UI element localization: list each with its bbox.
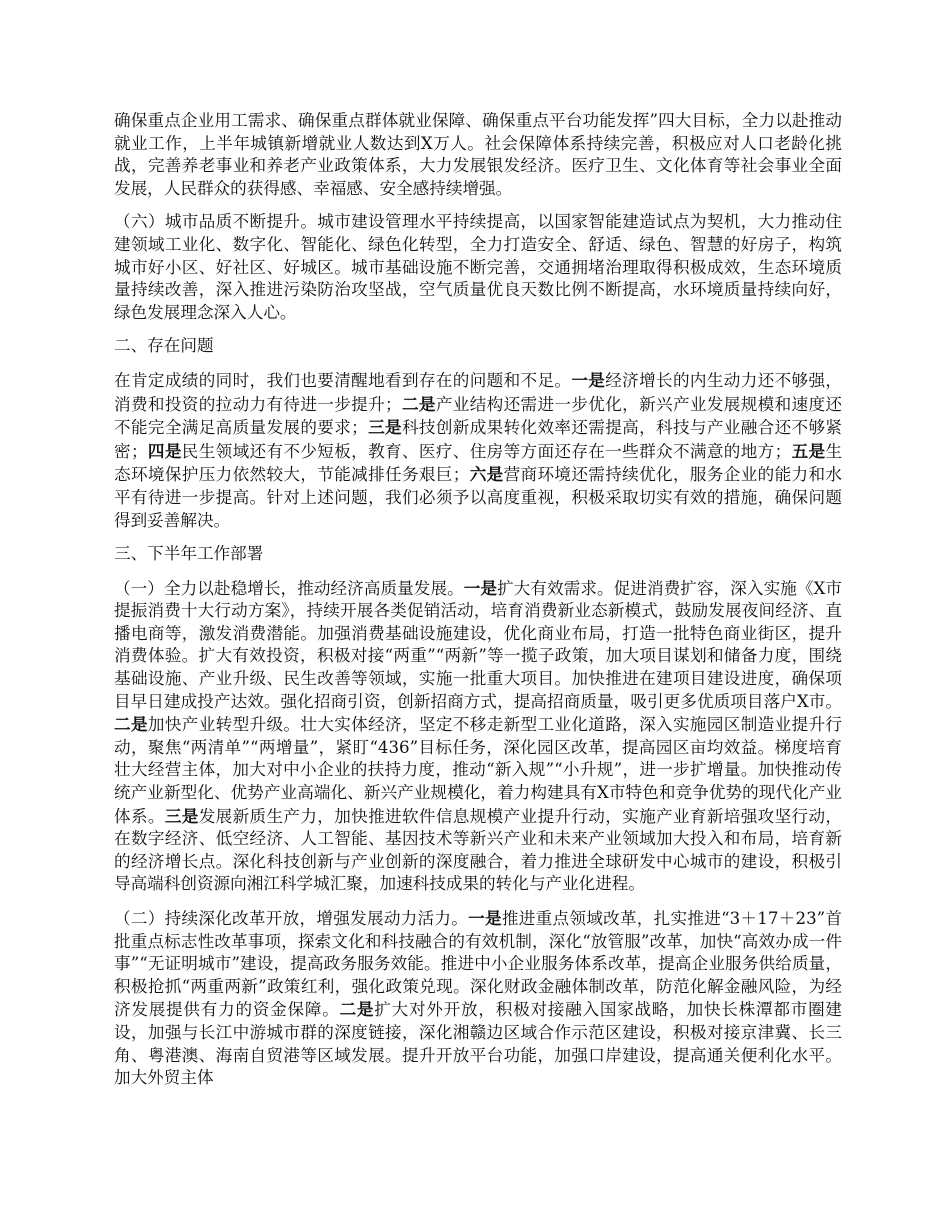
section-heading-problems: 二、存在问题: [114, 336, 214, 356]
paragraph-reform-opening: （二）持续深化改革开放，增强发展动力活力。一是推进重点领域改革，扎实推进“3＋17＋23”首批重点标志性改革事项，探索文化和科技融合的有效机制，深化“放管服”改革，加快“高效办成一件事”“无证明城市”建设，提高政务服务效能。推进中小企业服务体系改革，提高企业服务供给质量，积极抢抓“两重两新”政策红利，强化政策兑现。深化财政金融体制改革，防范化解金融风险，为经济发展提供有力的资金保障。二是扩大对外开放，积极对接融入国家战略，加快长株潭都市圈建设，加强与长江中游城市群的深度链接，深化湘赣边区域合作示范区建设，积极对接京津冀、长三角、粤港澳、海南自贸港等区域发展。提升开放平台功能，加强口岸建设，提高通关便利化水平。加大外贸主体: [114, 908, 843, 1088]
paragraph-stable-growth: （一）全力以赴稳增长，推动经济高质量发展。一是扩大有效需求。促进消费扩容，深入实施《X市提振消费十大行动方案》，持续开展各类促销活动，培育消费新业态新模式，鼓励发展夜间经济、直播电商等，激发消费潜能。加强消费基础设施建设，优化商业布局，打造一批特色商业街区，提升消费体验。扩大有效投资，积极对接“两重”“两新”等一揽子政策，加大项目谋划和储备力度，围绕基础设施、产业升级、民生改善等领域，实施一批重大项目。加快推进在建项目建设进度，确保项目早日建成投产达效。强化招商引资，创新招商方式，提高招商质量，吸引更多优质项目落户X市。二是加快产业转型升级。壮大实体经济，坚定不移走新型工业化道路，深入实施园区制造业提升行动，聚焦“两清单”“两增量”，紧盯“436”目标任务，深化园区改革，提高园区亩均效益。梯度培育壮大经营主体，加大对中小企业的扶持力度，推动“新入规”“小升规”，进一步扩增量。加快推动传统产业新型化、优势产业高端化、新兴产业规模化，着力构建具有X市特色和竞争优势的现代化产业体系。三是发展新质生产力，加快推进软件信息规模产业提升行动，实施产业育新培强攻坚行动，在数字经济、低空经济、人工智能、基因技术等新兴产业和未来产业领域加大投入和布局，培育新的经济增长点。深化科技创新与产业创新的深度融合，着力推进全球研发中心城市的建设，积极引导高端科创资源向湘江科学城汇聚，加速科技成果的转化与产业化进程。: [114, 577, 843, 894]
section-heading-work-plan: 三、下半年工作部署: [114, 544, 264, 564]
document-body: [114, 110, 842, 1101]
paragraph-employment-social: 确保重点企业用工需求、确保重点群体就业保障、确保重点平台功能发挥”四大目标，全力以赴推动就业工作，上半年城镇新增就业人数达到X万人。社会保障体系持续完善，积极应对人口老龄化挑战，完善养老事业和养老产业政策体系，大力发展银发经济。医疗卫生、文化体育等社会事业全面发展，人民群众的获得感、幸福感、安全感持续增强。: [114, 111, 842, 198]
paragraph-city-quality: （六）城市品质不断提升。城市建设管理水平持续提高，以国家智能建造试点为契机，大力推动住建领域工业化、数字化、智能化、绿色化转型，全力打造安全、舒适、绿色、智慧的好房子，构筑城市好小区、好社区、好城区。城市基础设施不断完善，交通拥堵治理取得积极成效，生态环境质量持续改善，深入推进污染防治攻坚战，空气质量优良天数比例不断提高，水环境质量持续向好，绿色发展理念深入人心。: [114, 212, 842, 322]
paragraph-problems: 在肯定成绩的同时，我们也要清醒地看到存在的问题和不足。一是经济增长的内生动力还不够强，消费和投资的拉动力有待进一步提升；二是产业结构还需进一步优化，新兴产业发展规模和速度还不能完全满足高质量发展的要求；三是科技创新成果转化效率还需提高，科技与产业融合还不够紧密；四是民生领域还有不少短板，教育、医疗、住房等方面还存在一些群众不满意的地方；五是生态环境保护压力依然较大，节能减排任务艰巨；六是营商环境还需持续优化，服务企业的能力和水平有待进一步提高。针对上述问题，我们必须予以高度重视，积极采取切实有效的措施，确保问题得到妥善解决。: [114, 369, 843, 530]
